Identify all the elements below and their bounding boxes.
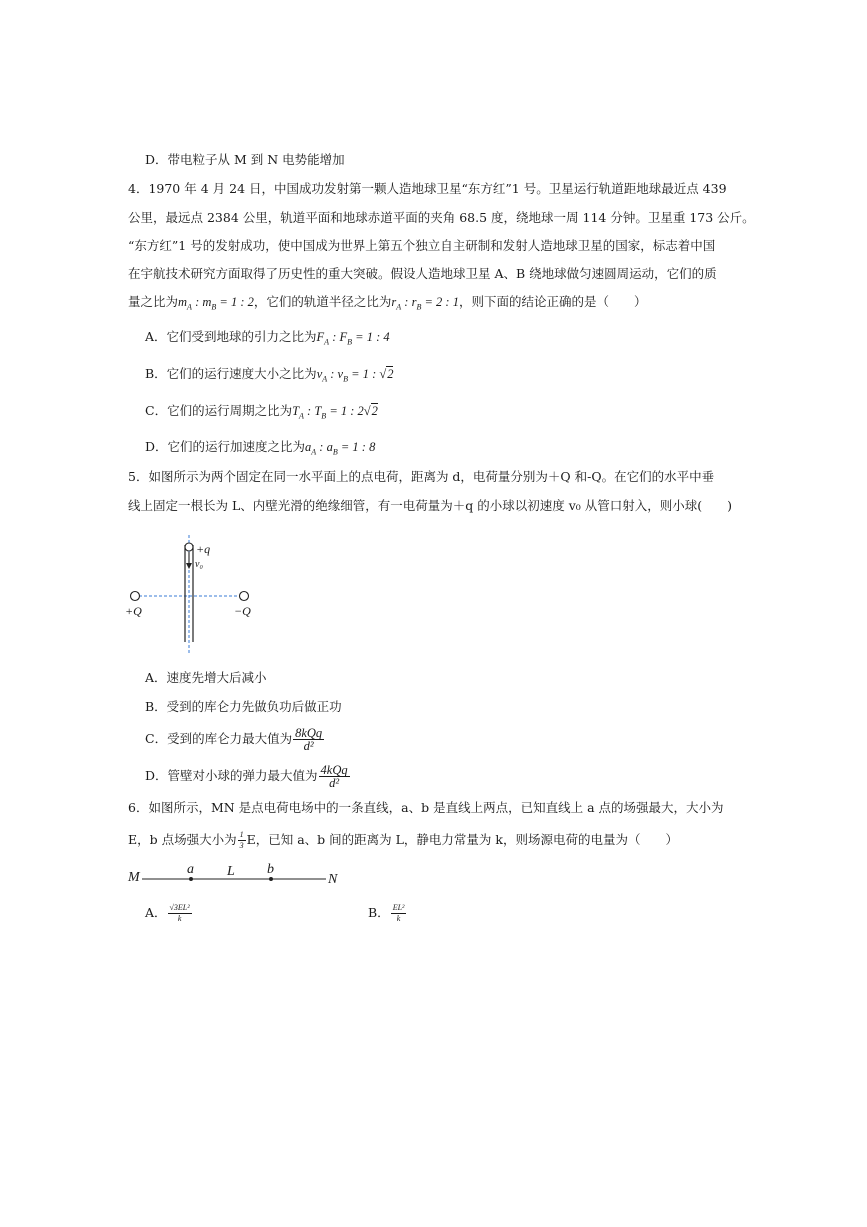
q5-label-minus-Q: −Q (234, 604, 251, 618)
q4-stem-line5 (128, 294, 646, 316)
q6-label-N: N (328, 872, 338, 887)
q4-option-c (145, 403, 378, 425)
q4-stem-line3: “东方红”1 号的发射成功，使中国成为世界上第五个独立自主研制和发射人造地球卫星的国家，标志着中国 (128, 238, 716, 253)
q4-option-c-formula: $T_A$ : $T_B = 1$ : 2√2 (292, 404, 378, 421)
q6-option-a (145, 903, 193, 924)
q5-label-plus-Q: +Q (125, 604, 142, 618)
q6-label-L: L (227, 864, 235, 879)
q6-label-M: M (128, 870, 140, 885)
q5-option-c-numerator: 8kQq (295, 726, 323, 740)
q6-line2-pre: E，b 点场强大小为 (128, 832, 237, 847)
q4-stem-line1: 4．1970 年 4 月 24 日，中国成功发射第一颗人造地球卫星“东方红”1 号。卫星运行轨道距地球最近点 439 (128, 181, 727, 196)
q5-option-d-text: D．管壁对小球的弹力最大值为 (145, 768, 318, 783)
q6-stem-line2 (128, 830, 678, 851)
q4-option-b-value: 1 : (362, 367, 380, 381)
q6-label-a: a (187, 862, 194, 877)
q6-option-b-fraction (391, 903, 407, 924)
q5-velocity-arrowhead (186, 563, 192, 569)
q4-line5-mid: ，它们的轨道半径之比为 (253, 294, 392, 309)
q6-option-b (368, 903, 407, 924)
q5-option-c (145, 727, 325, 752)
q5-stem-line1: 5．如图所示为两个固定在同一水平面上的点电荷，距离为 d，电荷量分别为＋Q 和-Q。在它们的水平中垂 (128, 469, 715, 484)
q4-option-a-text: A．它们受到地球的引力之比为 (145, 329, 317, 344)
q5-option-d-fraction (319, 764, 350, 789)
q4-option-b-root: 2 (387, 367, 394, 381)
q5-option-c-fraction (293, 727, 324, 752)
q6-fraction-denominator: 3 (239, 841, 244, 850)
q5-negative-charge (240, 592, 249, 601)
q6-one-third-fraction (238, 830, 246, 851)
q4-option-d-value: 1 : 8 (352, 440, 376, 454)
q5-stem-line2: 线上固定一根长为 L、内壁光滑的绝缘细管，有一电荷量为＋q 的小球以初速度 v₀ 从管口射入，则小球( ) (128, 498, 733, 513)
q6-stem-line1: 6．如图所示，MN 是点电荷电场中的一条直线，a、b 是直线上两点，已知直线上 a 点的场强最大，大小为 (128, 800, 724, 815)
q4-option-c-value: 1 : 2 (340, 404, 364, 418)
q4-option-d-formula: $a_A$ : $a_B = 1$ : 8 (305, 440, 376, 457)
q5-label-plus-q: +q (196, 542, 211, 556)
q4-option-a (145, 329, 390, 351)
q6-label-b: b (267, 862, 274, 877)
q3-option-d: D．带电粒子从 M 到 N 电势能增加 (145, 152, 345, 167)
q6-option-a-denominator: k (177, 914, 182, 923)
q5-positive-charge (131, 592, 140, 601)
q5-option-c-denominator: d² (303, 739, 314, 753)
q5-option-a: A．速度先增大后减小 (145, 670, 267, 685)
q4-radius-ratio: $r_A$ : $r_B = 2$ : 1 (391, 295, 459, 312)
q4-mass-ratio: $m_A$ : $m_B = 1$ : 2 (178, 295, 254, 312)
q5-option-d-denominator: d² (329, 776, 340, 790)
q6-option-a-numerator: √3EL² (169, 903, 190, 912)
q4-option-a-value: 1 : 4 (366, 330, 390, 344)
q6-option-b-numerator: EL² (392, 903, 405, 912)
q4-option-d-text: D．它们的运行加速度之比为 (145, 439, 306, 454)
q4-option-c-text: C．它们的运行周期之比为 (145, 403, 293, 418)
q5-ball (185, 543, 193, 551)
q6-line2-post: E，已知 a、b 间的距离为 L，静电力常量为 k，则场源电荷的电量为（ ） (246, 832, 678, 847)
q4-option-b-formula: $v_A$ : $v_B = 1$ : √2 (316, 367, 394, 384)
q6-option-b-label: B． (368, 905, 390, 920)
q5-option-b: B．受到的库仑力先做负功后做正功 (145, 699, 342, 714)
q5-option-d-numerator: 4kQq (320, 763, 348, 777)
q5-option-c-text: C．受到的库仑力最大值为 (145, 731, 293, 746)
q4-stem-line2: 公里，最远点 2384 公里，轨道平面和地球赤道平面的夹角 68.5 度，绕地球一周 114 分钟。卫星重 173 公斤。 (128, 210, 755, 225)
q6-option-b-denominator: k (396, 914, 401, 923)
q4-line5-pre: 量之比为 (128, 294, 179, 309)
q4-option-a-formula: $F_A$ : $F_B = 1$ : 4 (316, 330, 390, 347)
q6-option-a-fraction (168, 903, 192, 924)
q4-option-b-text: B．它们的运行速度大小之比为 (145, 366, 317, 381)
q6-option-a-label: A． (145, 905, 167, 920)
q4-line5-post: ，则下面的结论正确的是（ ） (458, 294, 647, 309)
q4-stem-line4: 在宇航技术研究方面取得了历史性的重大突破。假设人造地球卫星 A、B 绕地球做匀速圆周运动，它们的质 (128, 266, 717, 281)
q5-option-d (145, 764, 351, 789)
q4-option-b (145, 366, 393, 388)
q6-fraction-numerator: 1 (239, 830, 244, 839)
q5-label-v0: v₀ (195, 559, 203, 570)
q4-option-d (145, 439, 375, 461)
q4-option-c-root: 2 (371, 404, 378, 418)
